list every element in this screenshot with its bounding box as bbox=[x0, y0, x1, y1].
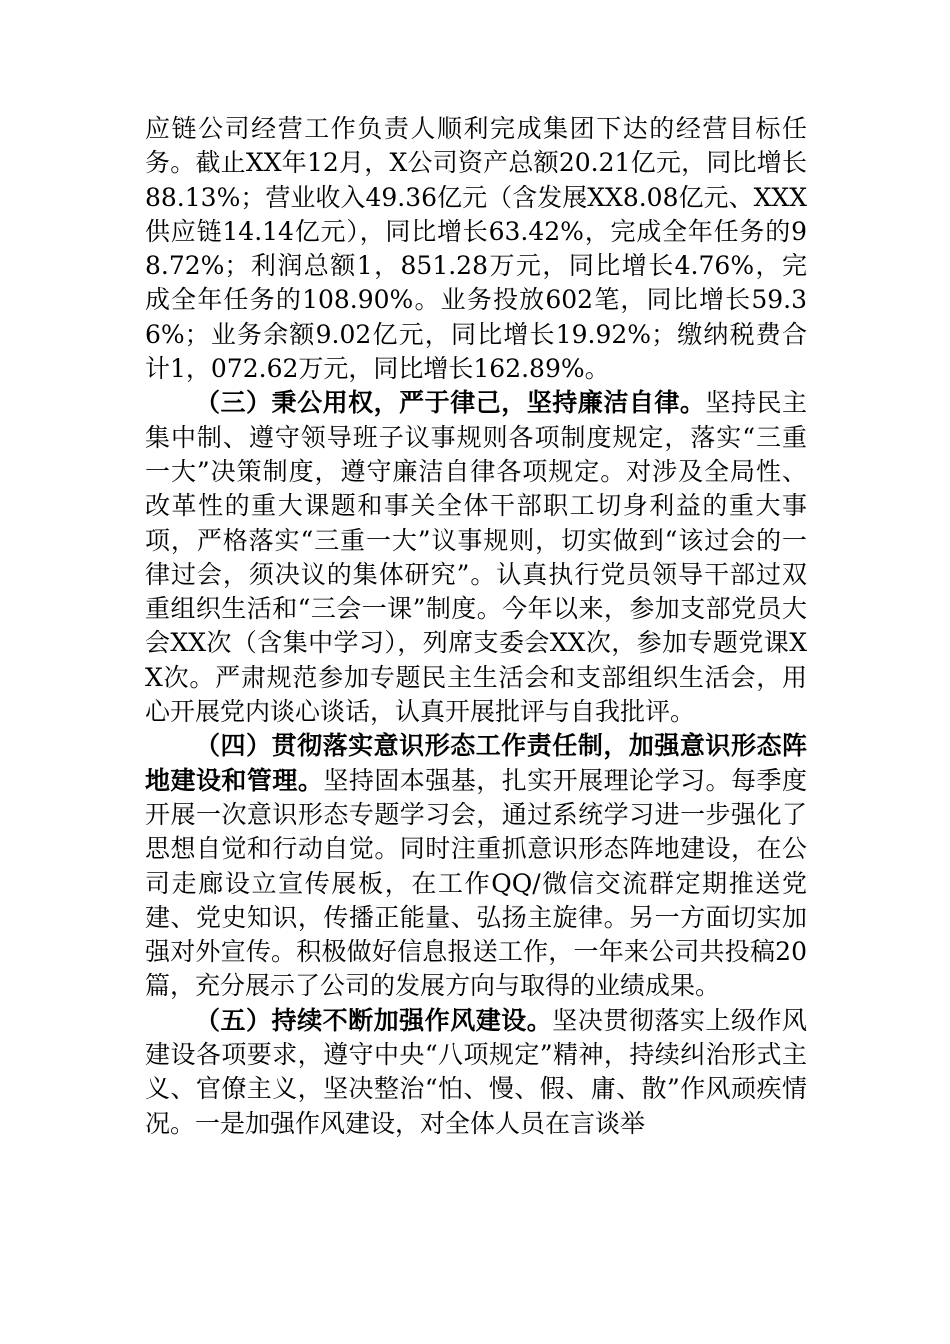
section-heading-work-style: （五）持续不断加强作风建设。 bbox=[195, 1005, 553, 1035]
section-heading-ideology: （四）贯彻落实意识形态工作责任制，加强意识形态阵地建设和管理。 bbox=[145, 731, 807, 795]
paragraph-text: 坚决贯彻落实上级作风建设各项要求，遵守中央“八项规定”精神，持续纠治形式主义、官僚主义，坚决整治“怕、慢、假、庸、散”作风顽疾情况。一是加强作风建设，对全体人员在言谈举 bbox=[145, 1005, 807, 1138]
paragraph-integrity bbox=[145, 386, 807, 729]
paragraph-text: 坚持固本强基，扎实开展理论学习。每季度开展一次意识形态专题学习会，通过系统学习进一步强化了思想自觉和行动自觉。同时注重抓意识形态阵地建设，在公司走廊设立宣传展板，在工作QQ/微信交流群定期推送党建、党史知识，传播正能量、弘扬主旋律。另一方面切实加强对外宣传。积极做好信息报送工作，一年来公司共投稿20篇，充分展示了公司的发展方向与取得的业绩成果。 bbox=[145, 765, 807, 1001]
document-body bbox=[145, 112, 807, 1141]
paragraph-operations-results bbox=[145, 112, 807, 386]
paragraph-ideology bbox=[145, 729, 807, 1003]
paragraph-work-style bbox=[145, 1004, 807, 1141]
section-heading-integrity: （三）秉公用权，严于律己，坚持廉洁自律。 bbox=[195, 388, 706, 418]
paragraph-text: 应链公司经营工作负责人顺利完成集团下达的经营目标任务。截止XX年12月，X公司资产总额20.21亿元，同比增长88.13%；营业收入49.36亿元（含发展XX8.08亿元、XXX供应链14.14亿元），同比增长63.42%，完成全年任务的98.72%；利润总额1，851.28万元，同比增长4.76%，完成全年任务的108.90%。业务投放602笔，同比增长59.36%；业务余额9.02亿元，同比增长19.92%；缴纳税费合计1，072.62万元，同比增长162.89%。 bbox=[145, 114, 807, 384]
paragraph-text: 坚持民主集中制、遵守领导班子议事规则各项制度规定，落实“三重一大”决策制度，遵守廉洁自律各项规定。对涉及全局性、改革性的重大课题和事关全体干部职工切身利益的重大事项，严格落实“三重一大”议事规则，切实做到“该过会的一律过会，须决议的集体研究”。认真执行党员领导干部过双重组织生活和“三会一课”制度。今年以来，参加支部党员大会XX次（含集中学习），列席支委会XX次，参加专题党课XX次。严肃规范参加专题民主生活会和支部组织生活会，用心开展党内谈心谈话，认真开展批评与自我批评。 bbox=[145, 388, 807, 727]
